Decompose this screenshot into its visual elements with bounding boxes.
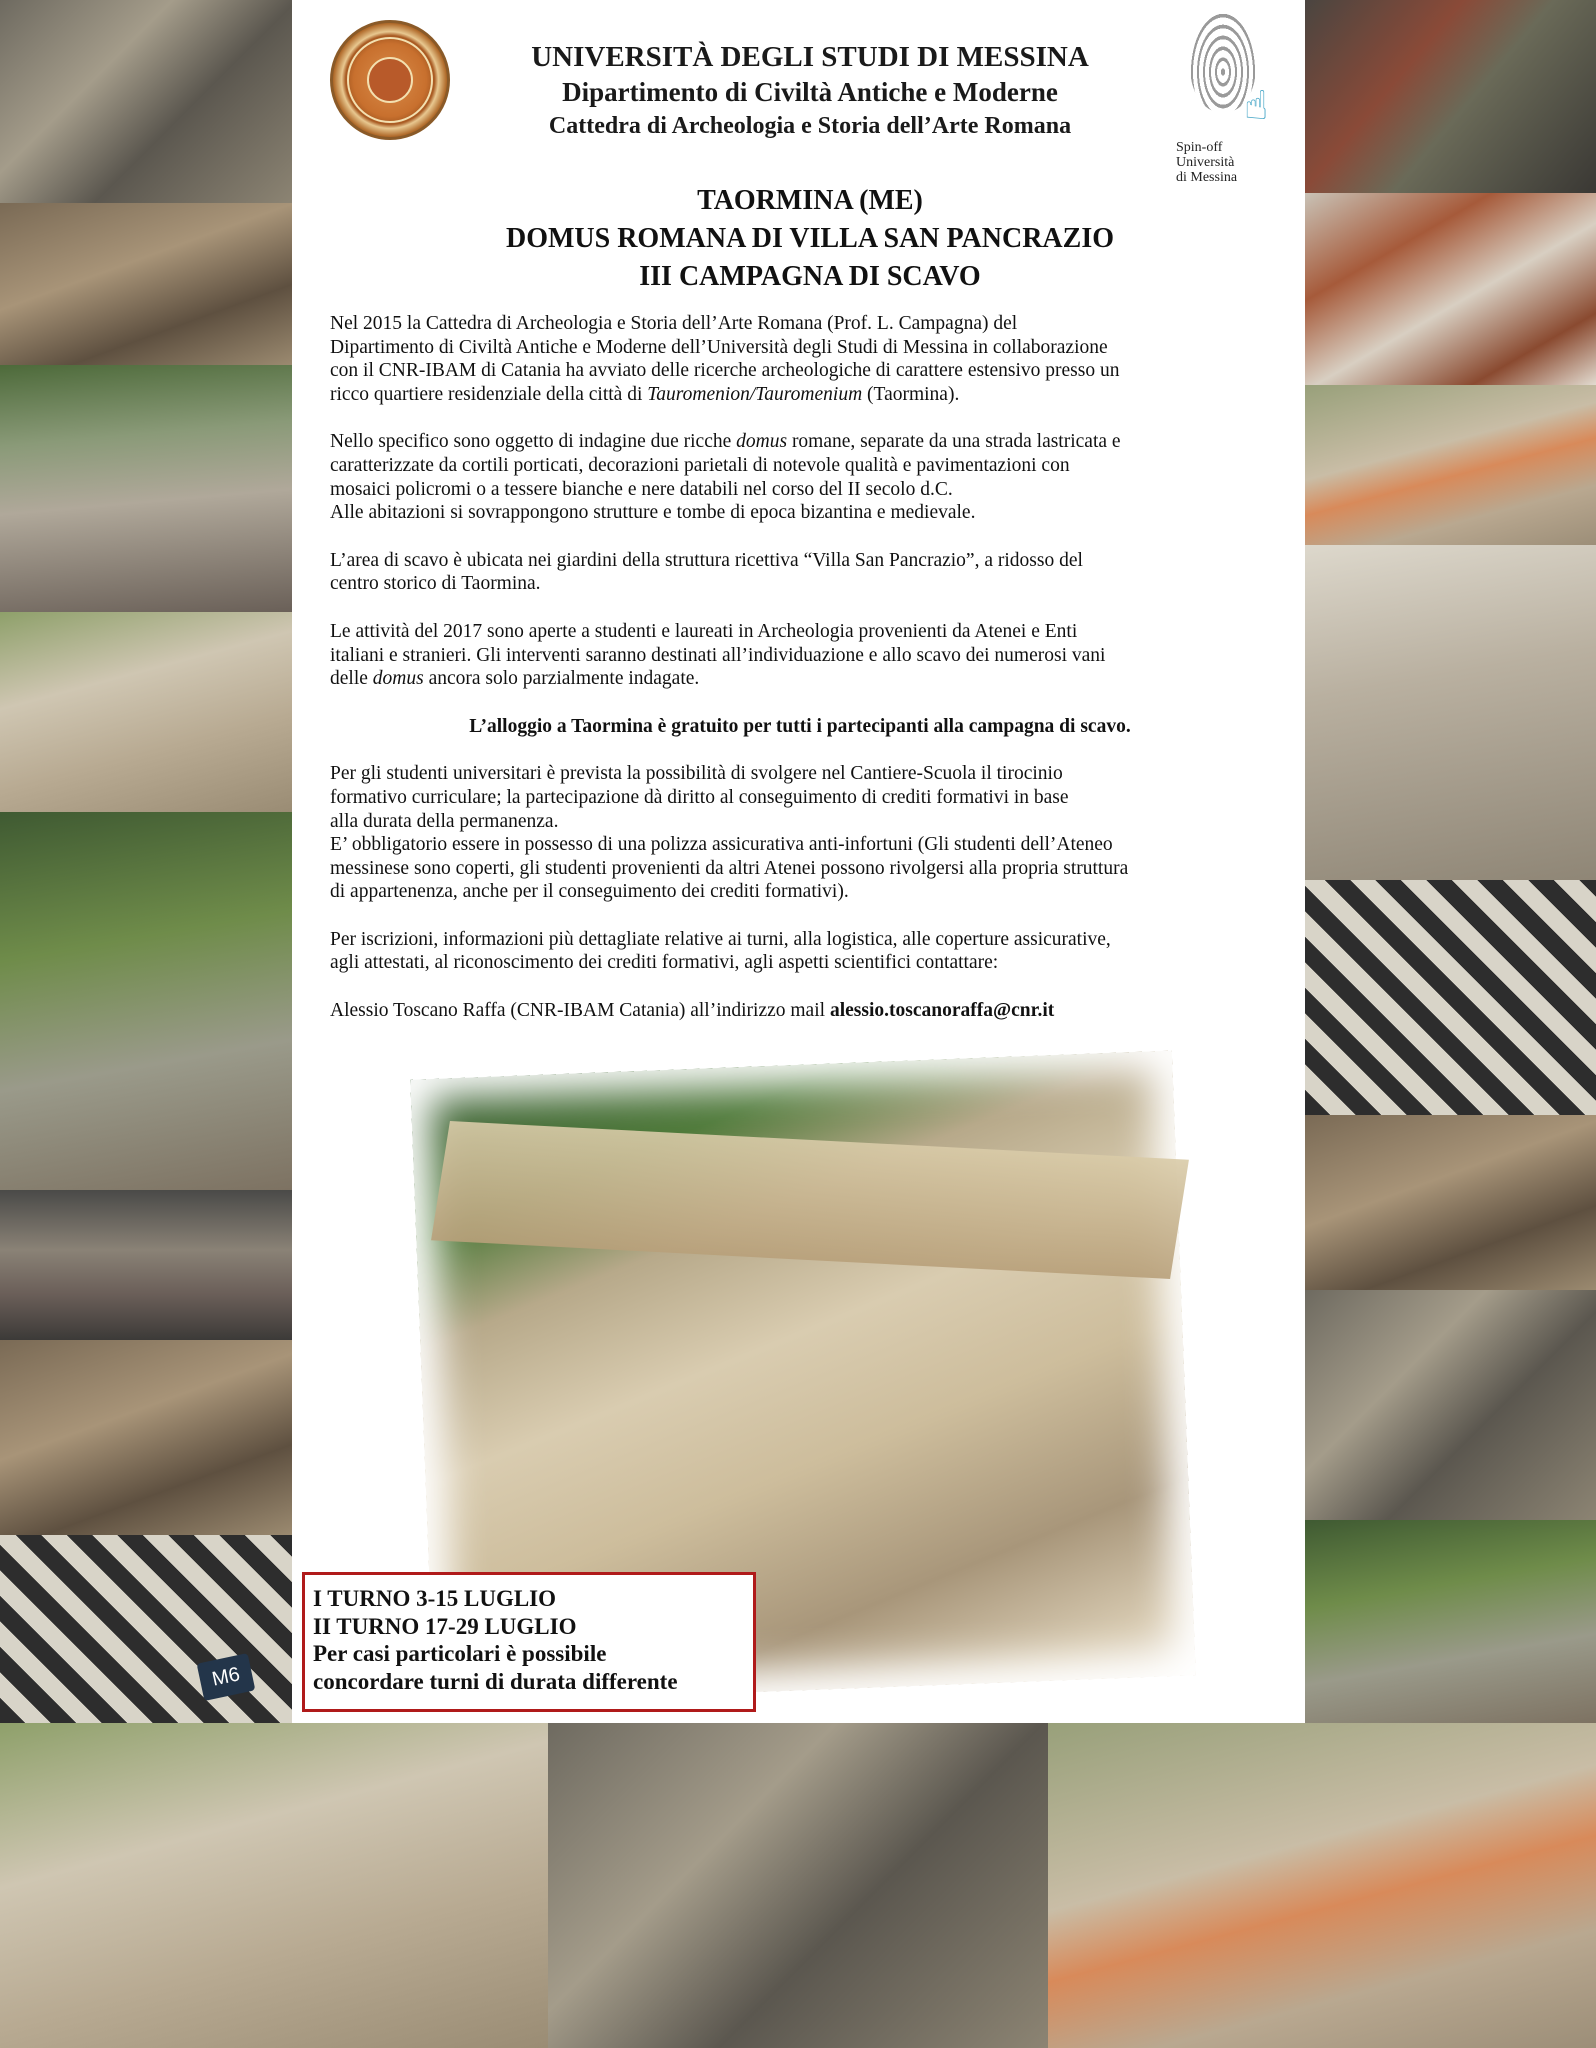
- spinoff-label: Spin-off Università di Messina: [1176, 140, 1238, 185]
- title-line-2: DOMUS ROMANA DI VILLA SAN PANCRAZIO: [505, 223, 1114, 254]
- photo-left-2: [0, 203, 292, 365]
- paragraph-info: Per iscrizioni, informazioni più dettagliate relative ai turni, alla logistica, alle coperture assicurative, agli attestati, al riconoscimento dei crediti formativi, agli aspetti scientifici contattare:: [330, 928, 1111, 974]
- photo-right-6: [1305, 1115, 1596, 1290]
- photo-label-m6: M6: [197, 1653, 256, 1701]
- photo-bottom-1: [0, 1723, 548, 2048]
- paragraph-activities: Le attività del 2017 sono aperte a studenti e laureati in Archeologia provenienti da Atenei e Enti italiani e stranieri. Gli interventi saranno destinati all’individuazione e allo scavo dei numerosi vani delle domus ancora solo parzialmente indagate.: [330, 620, 1106, 690]
- turni-box: [302, 1572, 756, 1712]
- paragraph-contact: Alessio Toscano Raffa (CNR-IBAM Catania) all’indirizzo mail alessio.toscanoraffa@cnr.it: [330, 1000, 1055, 1022]
- department-name: Dipartimento di Civiltà Antiche e Moderne: [562, 77, 1058, 107]
- turni-note-2: concordare turni di durata differente: [313, 1668, 678, 1694]
- turno-1: I TURNO 3-15 LUGLIO: [313, 1586, 557, 1611]
- photo-right-7: [1305, 1290, 1596, 1520]
- photo-bottom-2: [548, 1723, 1048, 2048]
- paragraph-students: Per gli studenti universitari è prevista la possibilità di svolgere nel Cantiere-Scuola il tirocinio formativo curriculare; la partecipazione dà diritto al conseguimento di crediti formativi in base alla durata della permanenza. E’ obbligatorio essere in possesso di una polizza assicurativa anti-infortuni (Gli studenti dell’Ateneo messinese sono coperti, gli studenti provenienti da altri Atenei possono rivolgersi alla propria struttura di appartenenza, anche per il conseguimento dei crediti formativi).: [330, 763, 1129, 903]
- paragraph-intro: Nel 2015 la Cattedra di Archeologia e Storia dell’Arte Romana (Prof. L. Campagna) del Dipartimento di Civiltà Antiche e Moderne dell’Università degli Studi di Messina in collaborazione con il CNR-IBAM di Catania ha avviato delle ricerche archeologiche di carattere estensivo presso un ricco quartiere residenziale della città di Tauromenion/Tauromenium (Taormina).: [330, 313, 1120, 405]
- photo-right-3: [1305, 385, 1596, 545]
- photo-right-8: [1305, 1520, 1596, 1723]
- photo-right-2: [1305, 193, 1596, 385]
- photo-left-8: [0, 1535, 292, 1723]
- photo-left-6: [0, 1190, 292, 1340]
- paragraph-location: L’area di scavo è ubicata nei giardini della struttura ricettiva “Villa San Pancrazio”, a ridosso del centro storico di Taormina.: [330, 549, 1083, 595]
- photo-right-1: [1305, 0, 1596, 193]
- photo-left-4: [0, 612, 292, 812]
- photo-left-5: [0, 812, 292, 1190]
- photo-left-3: [0, 365, 292, 612]
- university-heading: [470, 40, 1150, 142]
- turni-note-1: Per casi particolari è possibile: [313, 1641, 607, 1666]
- paragraph-accommodation: L’alloggio a Taormina è gratuito per tutti i partecipanti alla campagna di scavo.: [469, 715, 1131, 737]
- title-line-1: TAORMINA (ME): [697, 185, 923, 216]
- body-text: [330, 312, 1270, 1023]
- photo-left-1: [0, 0, 292, 203]
- photo-bottom-3: [1048, 1723, 1596, 2048]
- photo-right-5: [1305, 880, 1596, 1115]
- photo-left-7: [0, 1340, 292, 1535]
- contact-email-link[interactable]: alessio.toscanoraffa@cnr.it: [829, 1000, 1055, 1022]
- chair-name: Cattedra di Archeologia e Storia dell’Arte Romana: [548, 113, 1072, 139]
- pointing-hand-icon: ☝: [1244, 83, 1269, 129]
- turno-2: II TURNO 17-29 LUGLIO: [313, 1613, 577, 1639]
- poster-title: [330, 182, 1290, 296]
- paragraph-domus: Nello specifico sono oggetto di indagine due ricche domus romane, separate da una strada lastricata e caratterizzate da cortili porticati, decorazioni parietali di notevole qualità e pavimentazioni con mosaici policromi o a tessere bianche e nere databili nel corso del II secolo d.C. Alle abitazioni si sovrappongono strutture e tombe di epoca bizantina e medievale.: [330, 431, 1121, 524]
- university-seal-logo: [330, 20, 450, 140]
- spinoff-logo: [1176, 8, 1286, 183]
- title-line-3: III CAMPAGNA DI SCAVO: [639, 261, 981, 292]
- photo-right-4: [1305, 545, 1596, 880]
- university-name: UNIVERSITÀ DEGLI STUDI DI MESSINA: [531, 41, 1089, 73]
